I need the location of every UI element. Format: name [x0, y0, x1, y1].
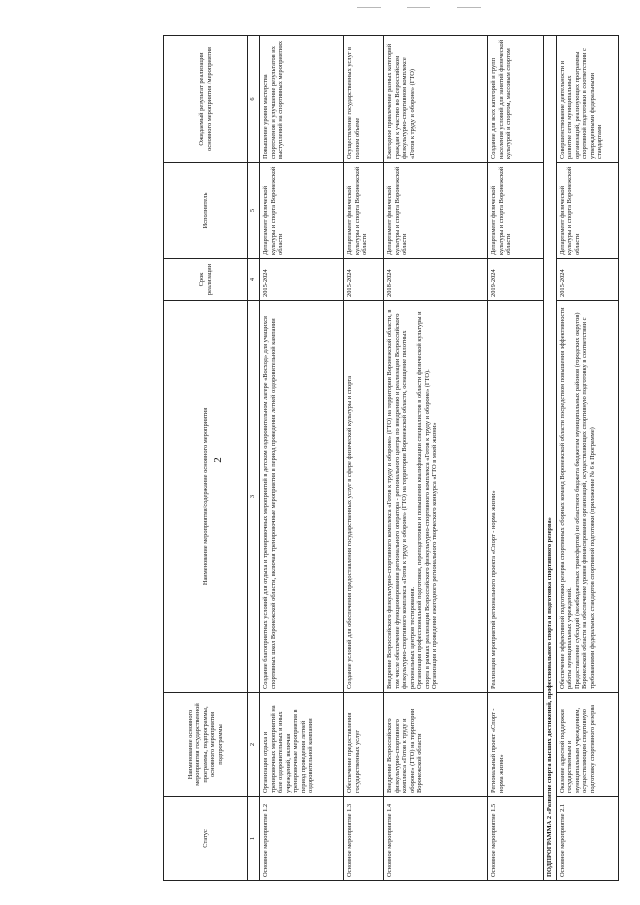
executor-cell: Департамент физической культуры и спорта Воронежской области: [260, 163, 344, 259]
column-number: 4: [248, 259, 260, 301]
name-cell: Обеспечение предоставления государственных услуг: [344, 693, 384, 797]
column-number: 2: [248, 693, 260, 797]
status-cell: Основное мероприятие 1.5: [488, 797, 544, 881]
term-cell: 2015-2024: [260, 259, 344, 301]
rotated-page: [163, 36, 613, 881]
status-cell: Основное мероприятие 1.2: [260, 797, 344, 881]
subprogram-title: ПОДПРОГРАММА 2 «Развитие спорта высших достижений, профессионального спорта и подготовка спортивного резерва»: [544, 36, 557, 881]
executor-cell: Департамент физической культуры и спорта Воронежской области: [556, 163, 618, 259]
subprogram-row: [544, 36, 557, 881]
header-status: Статус: [164, 797, 248, 881]
scan-mark: [357, 7, 381, 8]
column-number: 6: [248, 36, 260, 163]
table-row: [384, 36, 488, 881]
page-number: 2: [212, 457, 224, 463]
result-cell: Повышение уровня мастерства спортсменов и улучшение результатов их выступлений на спортивных мероприятиях: [260, 36, 344, 163]
program-table: [163, 35, 619, 881]
result-cell: Создание для всех категорий и групп населения условий для занятий физической культурой и спортом, массовым спортом: [488, 36, 544, 163]
content-cell: Обеспечение эффективной подготовки резерва спортивных сборных команд Воронежской области посредством повышения эффективности работы муниципальных учреждений. Предоставление субсидий (межбюджетных трансфертов) из областного бюджета бюджетам муниципальных районов (городских округов) Воронежской области на обеспечение уровня финансирования организаций, осуществляющих спортивную подготовку в соответствии с требованиями федеральных стандартов спортивной подготовки (приложение № 6 к Программе): [556, 301, 618, 693]
result-cell: Совершенствование деятельности и развитие сети муниципальных организаций, реализующих программы спортивной подготовки в соответствии с утвержденными федеральными стандартами: [556, 36, 618, 163]
header-executor: Исполнитель: [164, 163, 248, 259]
term-cell: 2019-2024: [488, 259, 544, 301]
status-cell: Основное мероприятие 1.4: [384, 797, 488, 881]
column-number: 5: [248, 163, 260, 259]
executor-cell: Департамент физической культуры и спорта Воронежской области: [344, 163, 384, 259]
term-cell: 2015-2024: [344, 259, 384, 301]
scan-mark: [407, 7, 430, 8]
column-number: 1: [248, 797, 260, 881]
content-cell: Реализация мероприятий регионального проекта «Спорт - норма жизни»: [488, 301, 544, 693]
term-cell: 2015-2024: [556, 259, 618, 301]
content-cell: Создание благоприятных условий для отдыха и тренировочных мероприятий в детском оздоровительном лагере «Восход» для учащихся спортивных школ Воронежской области, включая тренировочные мероприятия в период проведения летней оздоровительной кампании: [260, 301, 344, 693]
scan-mark: [457, 7, 481, 8]
header-result: Ожидаемый результат реализации основного мероприятия /мероприятия: [164, 36, 248, 163]
executor-cell: Департамент физической культуры и спорта Воронежской области: [488, 163, 544, 259]
table-row: [260, 36, 344, 881]
executor-cell: Департамент физической культуры и спорта Воронежской области: [384, 163, 488, 259]
header-name: Наименование основного мероприятия государственной программы, подпрограммы, основного мероприятия подпрограммы: [164, 693, 248, 797]
table-row: [556, 36, 618, 881]
header-content: Наименование мероприятия/содержание основного мероприятия: [164, 301, 248, 693]
header-term: Срок реализации: [164, 259, 248, 301]
table-row: [344, 36, 384, 881]
content-cell: Создание условий для обеспечения предоставления государственных услуг в сфере физической культуры и спорта: [344, 301, 384, 693]
result-cell: Ежегодное привлечение разных категорий граждан к участию во Всероссийском физкультурно-спортивном комплексе «Готов к труду и обороне» (ГТО): [384, 36, 488, 163]
content-cell: Внедрение Всероссийского физкультурно-спортивного комплекса «Готов к труду и обороне» (ГТО) на территории Воронежской области, в том числе обеспечение функционирования регионального оператора - регионального центра по внедрению и реализации Всероссийского физкультурно-спортивного комплекса «Готов к труду и обороне» (ГТО) на территории Воронежской области, оснащение пилотных региональных центров тестирования. Организация профессиональной подготовки, переподготовки и повышения квалификации специалистов в области физической культуры и спорта в рамках реализации Всероссийского физкультурно-спортивного комплекса «Готов к труду и обороне» (ГТО). Организация и проведение ежегодного регионального творческого конкурса «ГТО в моей жизни»: [384, 301, 488, 693]
table-row: [488, 36, 544, 881]
name-cell: Организация отдыха и тренировочных мероприятий на базе оздоровительных и иных учреждений, включая тренировочные мероприятия в период проведения летней оздоровительной кампании: [260, 693, 344, 797]
column-number: 3: [248, 301, 260, 693]
term-cell: 2018-2024: [384, 259, 488, 301]
status-cell: Основное мероприятие 2.1: [556, 797, 618, 881]
result-cell: Осуществление государственных услуг в полном объеме: [344, 36, 384, 163]
status-cell: Основное мероприятие 1.3: [344, 797, 384, 881]
name-cell: Оказание адресной поддержки государственным и муниципальным учреждениям, осуществляющим спортивную подготовку спортивного резерва: [556, 693, 618, 797]
name-cell: Региональный проект «Спорт - норма жизни»: [488, 693, 544, 797]
name-cell: Внедрение Всероссийского физкультурно-спортивного комплекса «Готов к труду и обороне» (ГТО) на территории Воронежской области: [384, 693, 488, 797]
